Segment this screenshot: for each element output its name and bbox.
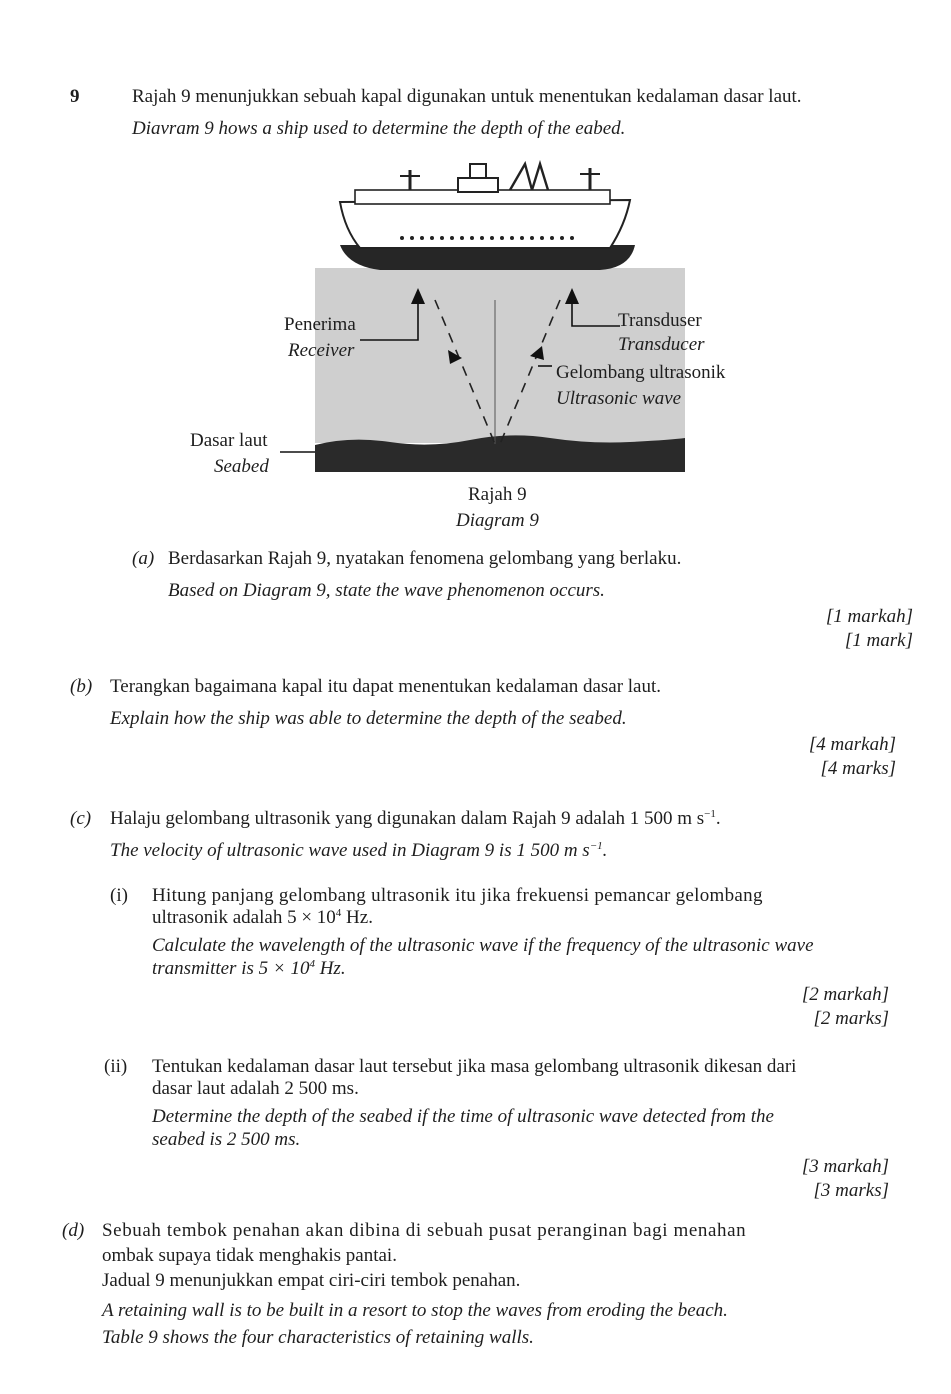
part-a-marks-ms: [1 markah] — [825, 606, 913, 627]
part-a-marks-en: [1 mark] — [844, 630, 913, 651]
part-c-ii-ms-line1: Tentukan kedalaman dasar laut tersebut jika masa gelombang ultrasonik dikesan dari — [152, 1056, 797, 1077]
part-a-label: (a) — [132, 548, 155, 569]
part-d-ms-line2: ombak supaya tidak menghakis pantai. — [102, 1245, 397, 1266]
part-c-i-en-unit: Hz. — [314, 958, 346, 979]
part-d-ms-line3: Jadual 9 menunjukkan empat ciri-ciri tembok penahan. — [102, 1270, 521, 1291]
part-c-ii-label: (ii) — [104, 1056, 128, 1077]
part-c-i-en-line2 — [152, 958, 346, 980]
part-c-ms-text: Halaju gelombang ultrasonik yang digunakan dalam Rajah 9 adalah 1 500 m s — [110, 808, 705, 829]
ship-crane — [510, 164, 548, 190]
part-c-i-label: (i) — [110, 885, 128, 906]
part-a-en: Based on Diagram 9, state the wave phenomenon occurs. — [168, 580, 605, 601]
part-b-ms: Terangkan bagaimana kapal itu dapat menentukan kedalaman dasar laut. — [110, 676, 662, 697]
label-transducer-ms: Transduser — [618, 310, 702, 331]
part-c-ms: Halaju gelombang ultrasonik yang digunakan dalam Rajah 9 adalah 1 500 m $s^{-1}$. — [110, 808, 721, 829]
part-c-i-ms-text: ultrasonik adalah 5 × 10 — [152, 907, 336, 928]
question-number: 9 — [70, 86, 80, 107]
label-receiver-ms: Penerima — [284, 314, 356, 335]
part-c-ii-en-line2: seabed is 2 500 ms. — [152, 1129, 301, 1150]
ship-body — [340, 200, 630, 248]
part-a-ms: Berdasarkan Rajah 9, nyatakan fenomena gelombang yang berlaku. — [168, 548, 682, 569]
part-c-i-marks-en: [2 marks] — [813, 1008, 889, 1029]
part-c-ii-en-line1: Determine the depth of the seabed if the time of ultrasonic wave detected from the — [152, 1106, 774, 1127]
diagram-caption-ms: Rajah 9 — [468, 484, 527, 505]
part-c-ii-marks-ms: [3 markah] — [801, 1156, 889, 1177]
part-d-en-line2: Table 9 shows the four characteristics of retaining walls. — [102, 1327, 534, 1348]
part-c-ii-ms-line2: dasar laut adalah 2 500 ms. — [152, 1078, 359, 1099]
label-seabed-en: Seabed — [214, 456, 269, 477]
part-c-i-en-line1: Calculate the wavelength of the ultrasonic wave if the frequency of the ultrasonic wave — [152, 935, 814, 956]
part-c-i-ms-line2 — [152, 907, 373, 929]
part-c-i-en-exp: 4 — [309, 958, 315, 970]
part-c-i-en-text: transmitter is 5 × 10 — [152, 958, 310, 979]
ship-sonar-diagram — [180, 150, 760, 530]
part-b-en: Explain how the ship was able to determine the depth of the seabed. — [110, 708, 627, 729]
label-transducer-en: Transducer — [618, 334, 705, 355]
intro-ms: Rajah 9 menunjukkan sebuah kapal digunakan untuk menentukan kedalaman dasar laut. — [132, 86, 802, 107]
ship-funnel — [470, 164, 486, 178]
label-seabed-ms: Dasar laut — [190, 430, 268, 451]
part-c-i-marks-ms: [2 markah] — [801, 984, 889, 1005]
part-c-label: (c) — [70, 808, 92, 829]
part-c-i-ms-exp: 4 — [335, 907, 342, 919]
part-c-i-ms-line1: Hitung panjang gelombang ultrasonik itu jika frekuensi pemancar gelombang — [152, 885, 763, 906]
part-d-ms-line1: Sebuah tembok penahan akan dibina di sebuah pusat peranginan bagi menahan — [102, 1220, 747, 1241]
part-c-en-exp: −1 — [589, 840, 603, 852]
part-b-label: (b) — [70, 676, 93, 697]
part-d-label: (d) — [62, 1220, 85, 1241]
ship-bridge — [458, 178, 498, 192]
part-c-en: The velocity of ultrasonic wave used in Diagram 9 is 1 500 m $s^{-1}$. — [110, 840, 608, 861]
label-wave-en: Ultrasonic wave — [556, 388, 682, 409]
part-c-ms-exp: −1 — [704, 808, 716, 820]
part-b-marks-en: [4 marks] — [820, 758, 896, 779]
part-c-i-ms-unit: Hz. — [341, 907, 373, 928]
intro-en: Diavram 9 hows a ship used to determine the depth of the eabed. — [132, 118, 626, 139]
label-wave-ms: Gelombang ultrasonik — [556, 362, 726, 383]
part-b-marks-ms: [4 markah] — [808, 734, 896, 755]
part-d-en-line1: A retaining wall is to be built in a resort to stop the waves from eroding the beach. — [102, 1300, 728, 1321]
label-receiver-en: Receiver — [288, 340, 355, 361]
part-c-ii-marks-en: [3 marks] — [813, 1180, 889, 1201]
diagram-caption-en: Diagram 9 — [456, 510, 539, 531]
part-c-en-text: The velocity of ultrasonic wave used in Diagram 9 is 1 500 m s — [110, 840, 590, 861]
